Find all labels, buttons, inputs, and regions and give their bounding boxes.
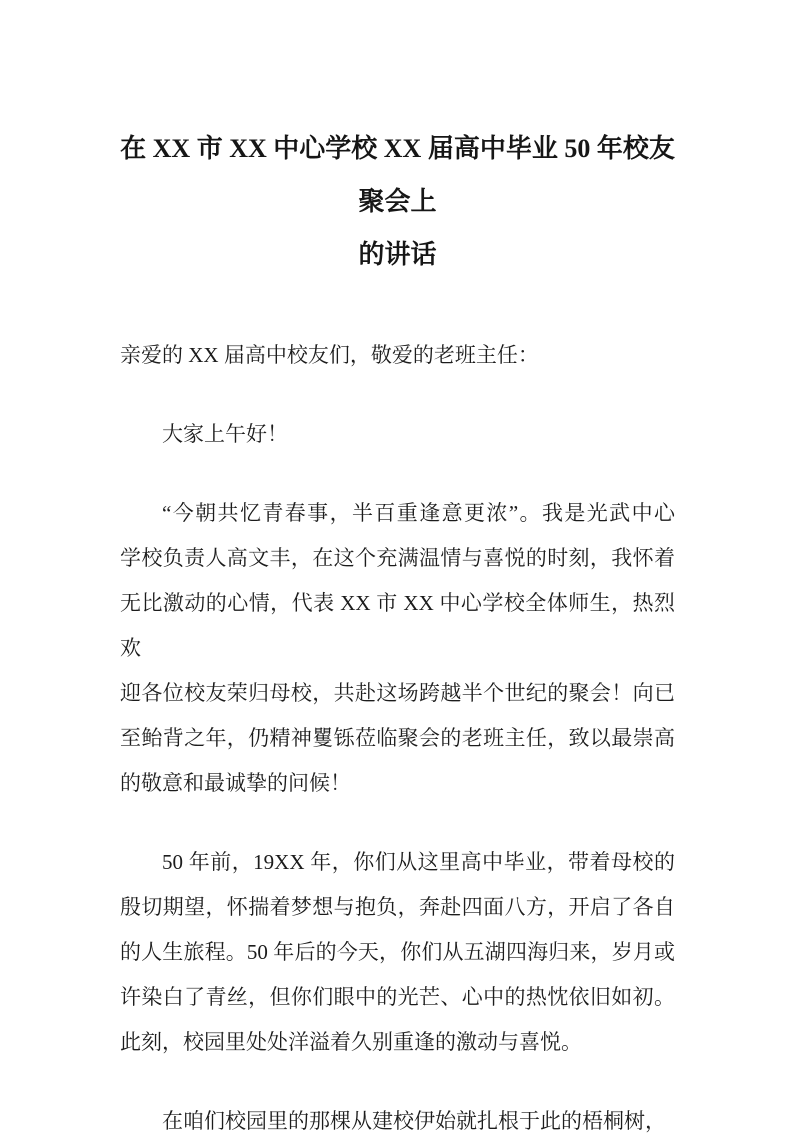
text-line: “今朝共忆青春事，半百重逢意更浓”。我是光武中心: [162, 501, 675, 525]
title-line-1: 在 XX 市 XX 中心学校 XX 届高中毕业 50 年校友聚会上: [120, 134, 675, 216]
paragraph: [120, 333, 675, 378]
document-body: [120, 333, 675, 1144]
text-line: 的人生旅程。50 年后的今天，你们从五湖四海归来，岁月或: [120, 940, 675, 964]
title-line-2: 的讲话: [358, 240, 437, 269]
text-line: 迎各位校友荣归母校，共赴这场跨越半个世纪的聚会！向已: [120, 681, 675, 705]
text-line: 此刻，校园里处处洋溢着久别重逢的激动与喜悦。: [120, 1030, 582, 1054]
text-line: 无比激动的心情，代表 XX 市 XX 中心学校全体师生，热烈欢: [120, 591, 675, 660]
text-line: 在咱们校园里的那棵从建校伊始就扎根于此的梧桐树，: [162, 1109, 666, 1133]
paragraph: [120, 840, 675, 1065]
text-line: 50 年前，19XX 年，你们从这里高中毕业，带着母校的: [162, 850, 675, 874]
text-line: 许染白了青丝，但你们眼中的光芒、心中的热忱依旧如初。: [120, 985, 675, 1009]
text-line: 亲爱的 XX 届高中校友们，敬爱的老班主任：: [120, 343, 539, 367]
text-line: 的敬意和最诚挚的问候！: [120, 771, 351, 795]
text-line: 大家上午好！: [162, 422, 288, 446]
document-title: [120, 122, 675, 281]
text-line: 至鲐背之年，仍精神矍铄莅临聚会的老班主任，致以最崇高: [120, 726, 675, 750]
text-line: 学校负责人高文丰，在这个充满温情与喜悦的时刻，我怀着: [120, 546, 675, 570]
text-line: 殷切期望，怀揣着梦想与抱负，奔赴四面八方，开启了各自: [120, 895, 675, 919]
paragraph: [120, 491, 675, 806]
paragraph: [120, 412, 675, 457]
